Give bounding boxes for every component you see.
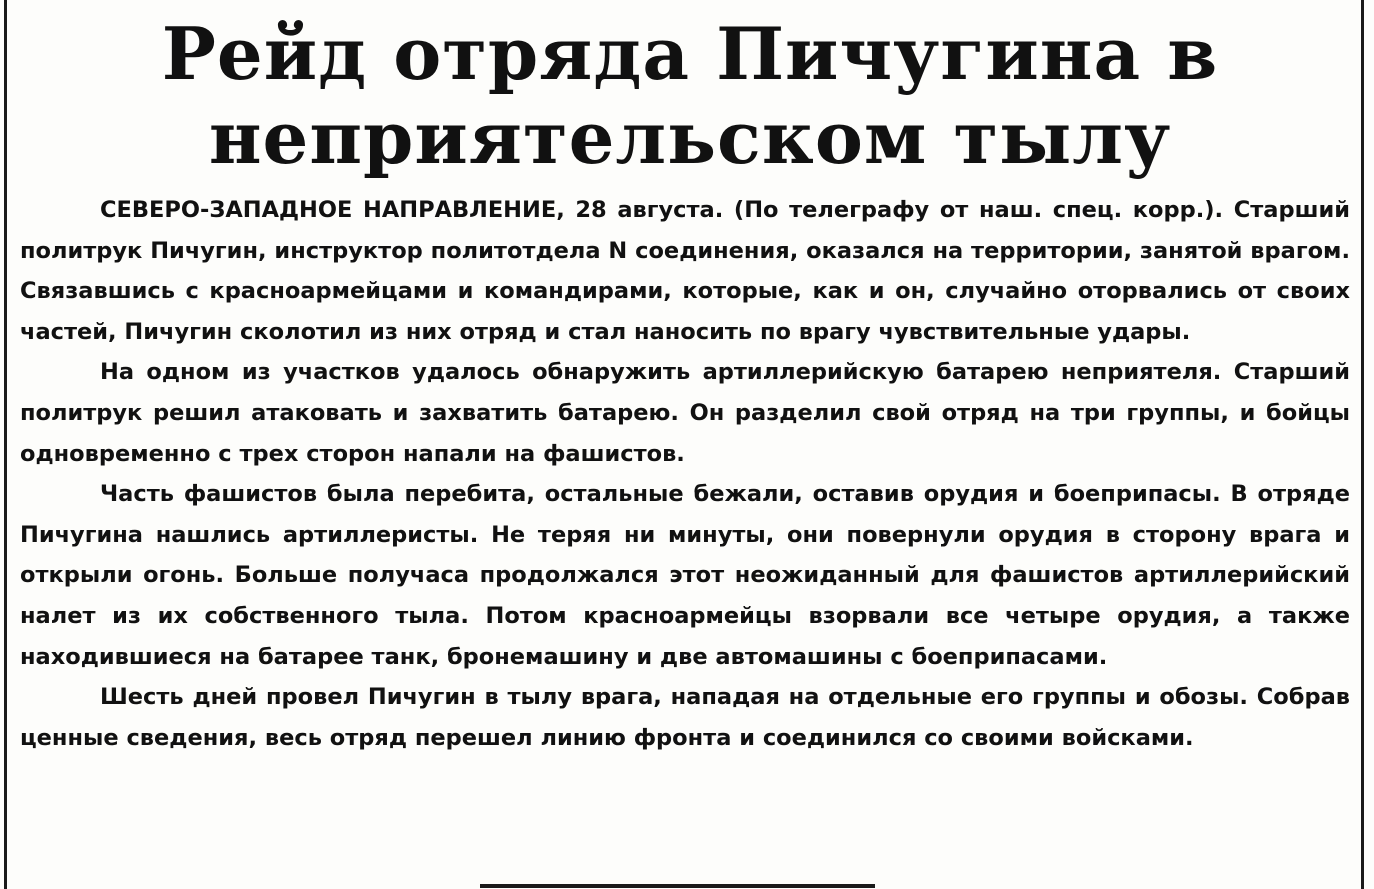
article-body: [20, 190, 1350, 758]
dateline: СЕВЕРО-ЗАПАДНОЕ НАПРАВЛЕНИЕ, 28 августа.: [100, 197, 724, 223]
paragraph-1: [20, 190, 1350, 352]
headline-line-1: Рейд отряда Пичугина в: [161, 11, 1219, 96]
headline-line-2: неприятельском тылу: [208, 95, 1172, 180]
left-column-rule: [4, 0, 7, 889]
article-headline: [40, 12, 1340, 180]
paragraph-3: Часть фашистов была перебита, остальные бежали, оставив орудия и боеприпасы. В отряде Пичугина нашлись артиллеристы. Не теряя ни минуты, они повернули орудия в сторону врага и открыли огонь. Больше получаса продолжался этот неожиданный для фашистов артиллерийский налет из их собственного тыла. Потом красноармейцы взорвали все четыре орудия, а также находившиеся на батарее танк, бронемашину и две автомашины с боеприпасами.: [20, 481, 1350, 670]
article-end-rule: [480, 884, 875, 888]
paragraph-4: Шесть дней провел Пичугин в тылу врага, нападая на отдельные его группы и обозы. Собрав ценные сведения, весь отряд перешел линию фронта и соединился со своими войсками.: [20, 684, 1350, 751]
paragraph-1-text: (По телеграфу от наш. спец. корр.). Старший политрук Пичугин, инструктор политотдела N соединения, оказался на территории, занятой врагом. Связавшись с красноармейцами и командирами, которые, как и он, случайно оторвались от своих частей, Пичугин сколотил из них отряд и стал наносить по врагу чувствительные удары.: [20, 197, 1350, 345]
right-column-rule: [1361, 0, 1364, 889]
paragraph-2: На одном из участков удалось обнаружить артиллерийскую батарею неприятеля. Старший политрук решил атаковать и захватить батарею. Он разделил свой отряд на три группы, и бойцы одновременно с трех сторон напали на фашистов.: [20, 359, 1350, 467]
